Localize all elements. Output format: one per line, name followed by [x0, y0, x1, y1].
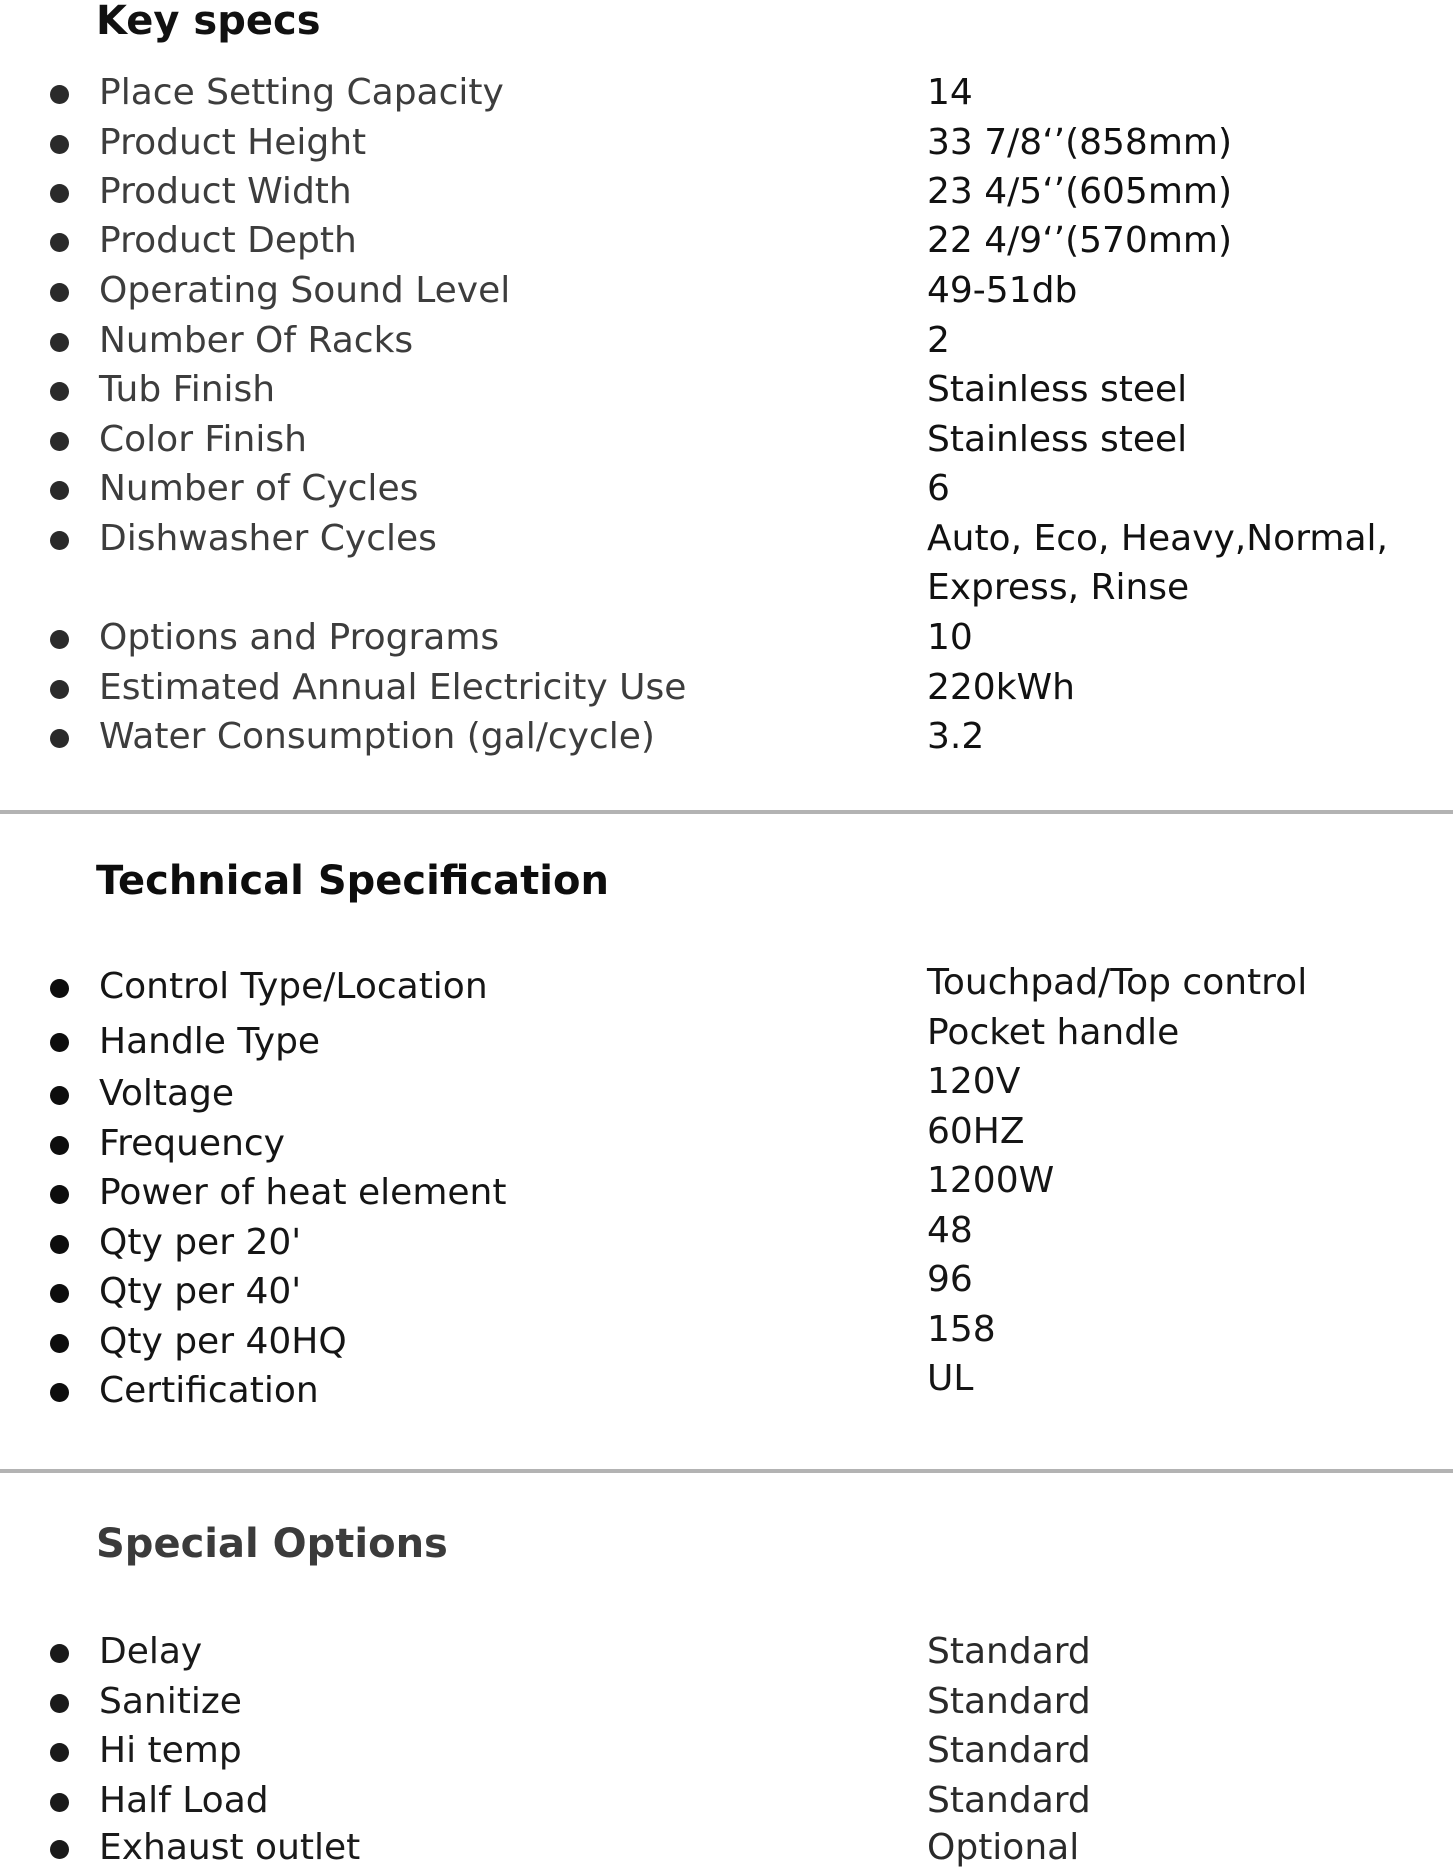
spec-label: Product Depth — [99, 220, 357, 261]
spec-value: Pocket handle — [927, 1012, 1180, 1053]
spec-label: Hi temp — [99, 1730, 242, 1771]
spec-label: Control Type/Location — [99, 966, 488, 1007]
section-title: Technical Specification — [96, 858, 609, 904]
spec-label: Voltage — [99, 1073, 235, 1114]
spec-label: Qty per 40HQ — [99, 1321, 347, 1362]
spec-label: Certification — [99, 1370, 319, 1411]
spec-value: 49-51db — [927, 270, 1078, 311]
spec-row — [0, 1776, 1453, 1826]
spec-label: Place Setting Capacity — [99, 72, 504, 113]
spec-value: 10 — [927, 617, 973, 658]
spec-value: Standard — [927, 1631, 1091, 1672]
spec-label: Dishwasher Cycles — [99, 518, 437, 559]
spec-label: Tub Finish — [99, 369, 276, 410]
spec-label: Qty per 40' — [99, 1271, 302, 1312]
spec-label: Options and Programs — [99, 617, 500, 658]
spec-value: 120V — [927, 1061, 1021, 1102]
spec-label: Qty per 20' — [99, 1222, 302, 1263]
spec-label: Exhaust outlet — [99, 1827, 361, 1868]
spec-value: Optional — [927, 1827, 1080, 1868]
spec-value: Stainless steel — [927, 419, 1188, 460]
spec-label: Number of Cycles — [99, 468, 419, 509]
spec-row — [0, 1677, 1453, 1727]
spec-value: 96 — [927, 1259, 973, 1300]
spec-value: 33 7/8‘’(858mm) — [927, 122, 1233, 163]
spec-value: 48 — [927, 1210, 973, 1251]
spec-label: Water Consumption (gal/cycle) — [99, 716, 655, 757]
spec-value: Stainless steel — [927, 369, 1188, 410]
section-title: Special Options — [96, 1521, 448, 1567]
spec-value: 158 — [927, 1309, 996, 1350]
spec-row — [0, 1823, 1453, 1873]
spec-label: Half Load — [99, 1780, 269, 1821]
spec-value: 60HZ — [927, 1111, 1025, 1152]
spec-label: Operating Sound Level — [99, 270, 511, 311]
spec-label: Estimated Annual Electricity Use — [99, 667, 687, 708]
spec-value: 3.2 — [927, 716, 985, 757]
spec-label: Power of heat element — [99, 1172, 507, 1213]
spec-label: Product Width — [99, 171, 352, 212]
section-title: Key specs — [96, 0, 321, 44]
spec-value: Touchpad/Top control — [927, 962, 1308, 1003]
spec-value: Standard — [927, 1780, 1091, 1821]
spec-row — [0, 1726, 1453, 1776]
spec-label: Delay — [99, 1631, 203, 1672]
spec-row — [0, 1627, 1453, 1677]
spec-value: Standard — [927, 1681, 1091, 1722]
spec-label: Handle Type — [99, 1021, 321, 1062]
spec-label: Number Of Racks — [99, 320, 414, 361]
spec-value: 22 4/9‘’(570mm) — [927, 220, 1233, 261]
spec-value: 2 — [927, 320, 950, 361]
spec-label: Product Height — [99, 122, 367, 163]
spec-value: Standard — [927, 1730, 1091, 1771]
bullet-icon — [50, 1743, 69, 1762]
spec-value: 14 — [927, 72, 973, 113]
spec-value: 23 4/5‘’(605mm) — [927, 171, 1233, 212]
spec-label: Sanitize — [99, 1681, 242, 1722]
spec-label: Color Finish — [99, 419, 307, 460]
spec-value: 1200W — [927, 1160, 1055, 1201]
bullet-icon — [50, 1694, 69, 1713]
spec-value: Auto, Eco, Heavy,Normal, Express, Rinse — [927, 518, 1388, 608]
bullet-icon — [50, 1793, 69, 1812]
bullet-icon — [50, 1644, 69, 1663]
spec-label: Frequency — [99, 1123, 285, 1164]
spec-value: UL — [927, 1358, 974, 1399]
spec-value: 220kWh — [927, 667, 1075, 708]
bullet-icon — [50, 1840, 69, 1859]
spec-value: 6 — [927, 468, 950, 509]
